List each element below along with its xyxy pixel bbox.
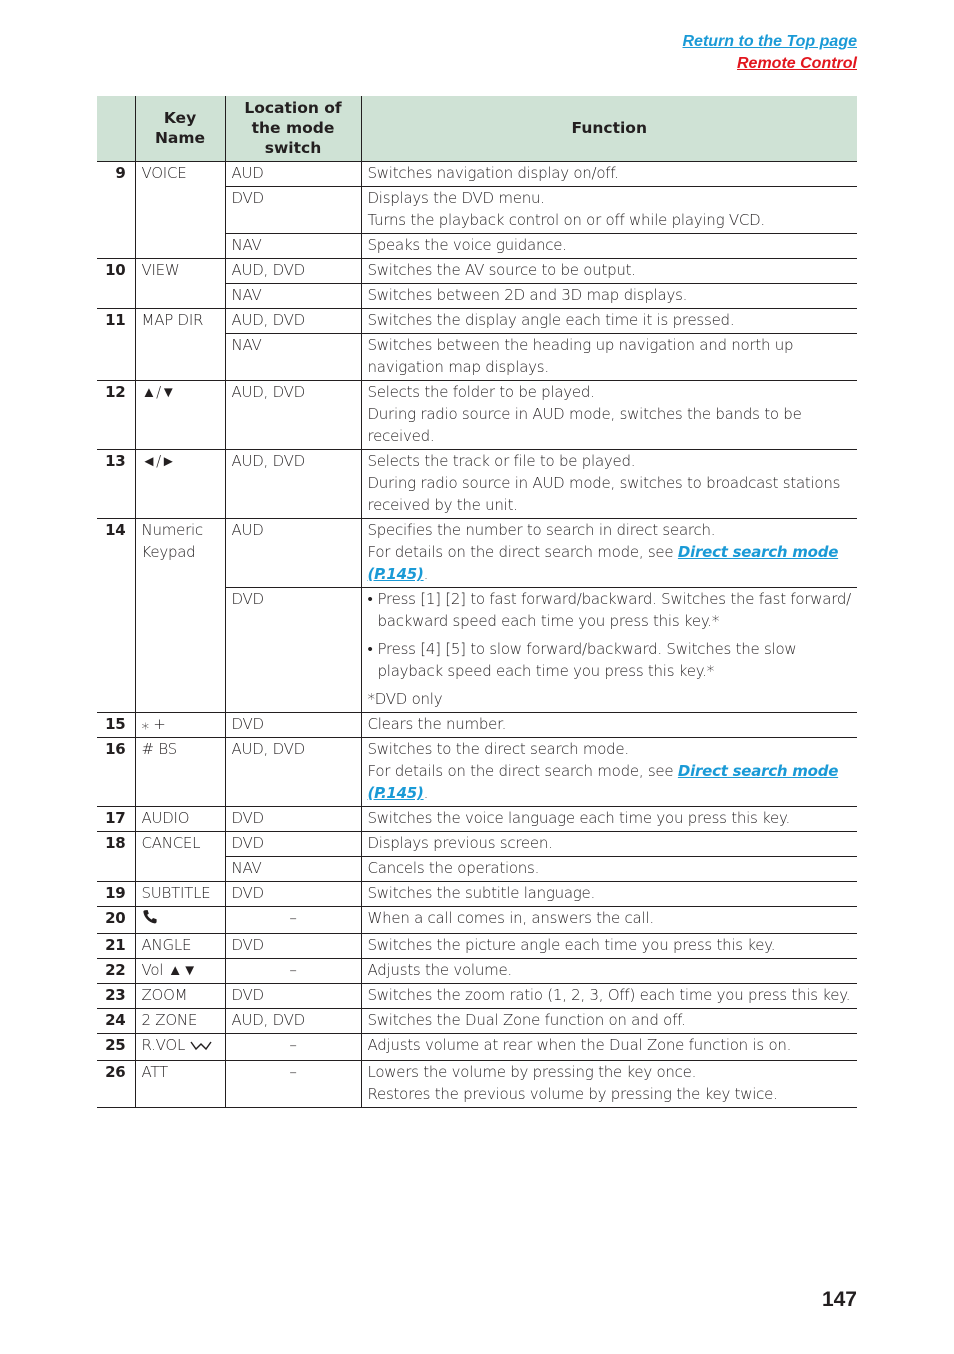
row-number: 14 [97, 519, 135, 713]
row-number: 21 [97, 934, 135, 959]
function-text: For details on the direct search mode, see [367, 543, 678, 561]
function-cell [361, 832, 857, 857]
function-cell [361, 450, 857, 519]
function-text: Speaks the voice guidance. [367, 236, 567, 254]
function-text: Selects the folder to be played. [367, 383, 595, 401]
row-number: 23 [97, 984, 135, 1009]
rotary-volume-icon [190, 1036, 212, 1058]
mode-cell: AUD [225, 162, 361, 187]
mode-cell: AUD, DVD [225, 381, 361, 450]
table-row [97, 1009, 857, 1034]
header-key-name: Key Name [135, 96, 225, 162]
function-text: Switches the AV source to be output. [367, 261, 636, 279]
table-row [97, 832, 857, 857]
key-name: Numeric Keypad [135, 519, 225, 713]
function-text: Lowers the volume by pressing the key once. [367, 1063, 697, 1081]
key-name: 2 ZONE [135, 1009, 225, 1034]
function-text: Specifies the number to search in direct search. [367, 521, 716, 539]
page-number: 147 [821, 1288, 857, 1311]
row-number: 25 [97, 1034, 135, 1061]
function-text: Switches the subtitle language. [367, 884, 596, 902]
table-row [97, 259, 857, 284]
function-cell [361, 959, 857, 984]
key-name: # BS [135, 738, 225, 807]
function-cell [361, 187, 857, 234]
key-name: VOICE [135, 162, 225, 259]
key-name: Vol ▲▼ [135, 959, 225, 984]
table-row [97, 381, 857, 450]
key-name: ▲/▼ [135, 381, 225, 450]
mode-cell: – [225, 907, 361, 934]
function-cell [361, 234, 857, 259]
table-row [97, 738, 857, 807]
mode-cell: DVD [225, 882, 361, 907]
function-text: When a call comes in, answers the call. [367, 909, 654, 927]
table-row [97, 713, 857, 738]
footnote-text: *DVD only [367, 690, 443, 708]
direct-search-mode-link[interactable]: Direct search mode (P.145) [367, 543, 839, 583]
mode-cell: NAV [225, 334, 361, 381]
mode-cell: AUD, DVD [225, 1009, 361, 1034]
row-number: 10 [97, 259, 135, 309]
function-text: Adjusts volume at rear when the Dual Zone function is on. [367, 1036, 792, 1054]
function-text: Switches to the direct search mode. [367, 740, 629, 758]
mode-cell: AUD, DVD [225, 738, 361, 807]
header-function: Function [361, 96, 857, 162]
remote-control-table [97, 96, 857, 1108]
function-cell [361, 984, 857, 1009]
function-cell [361, 309, 857, 334]
key-name: ⁎ + [135, 713, 225, 738]
return-to-top-link[interactable]: Return to the Top page [682, 33, 857, 50]
header-mode-location: Location of the mode switch [225, 96, 361, 162]
function-text: Displays the DVD menu. [367, 189, 545, 207]
function-cell [361, 284, 857, 309]
key-name: MAP DIR [135, 309, 225, 381]
direct-search-mode-link[interactable]: Direct search mode (P.145) [367, 762, 839, 802]
row-number: 20 [97, 907, 135, 934]
phone-icon [142, 909, 158, 931]
function-cell [361, 713, 857, 738]
bullet-list [368, 588, 852, 682]
function-text: Clears the number. [367, 715, 507, 733]
row-number: 13 [97, 450, 135, 519]
key-name: ANGLE [135, 934, 225, 959]
function-text: Adjusts the volume. [367, 961, 512, 979]
function-text: Switches between 2D and 3D map displays. [367, 286, 688, 304]
mode-cell: DVD [225, 984, 361, 1009]
function-text: Selects the track or file to be played. [367, 452, 636, 470]
header-number [97, 96, 135, 162]
key-name: ◄/► [135, 450, 225, 519]
table-row [97, 934, 857, 959]
function-text: Switches navigation display on/off. [367, 164, 619, 182]
function-cell [361, 857, 857, 882]
table-row [97, 1061, 857, 1108]
table-row [97, 519, 857, 588]
key-name: ZOOM [135, 984, 225, 1009]
function-cell [361, 1061, 857, 1108]
function-cell [361, 882, 857, 907]
row-number: 22 [97, 959, 135, 984]
function-text: During radio source in AUD mode, switches to broadcast stations received by the unit. [367, 474, 841, 514]
mode-cell: AUD, DVD [225, 309, 361, 334]
function-text: Switches the zoom ratio (1, 2, 3, Off) each time you press this key. [367, 986, 851, 1004]
list-item: • Press [1] [2] to fast forward/backward. Switches the fast forward/ backward speed each time you press this key.* [368, 588, 852, 632]
function-cell [361, 259, 857, 284]
table-header-row [97, 96, 857, 162]
mode-cell: DVD [225, 832, 361, 857]
mode-cell: – [225, 959, 361, 984]
table-row [97, 309, 857, 334]
mode-cell: NAV [225, 234, 361, 259]
key-name [135, 907, 225, 934]
function-cell [361, 907, 857, 934]
mode-cell: – [225, 1061, 361, 1108]
mode-cell: AUD, DVD [225, 259, 361, 284]
key-name: SUBTITLE [135, 882, 225, 907]
function-text: Switches the display angle each time it is pressed. [367, 311, 735, 329]
function-cell [361, 1009, 857, 1034]
row-number: 26 [97, 1061, 135, 1108]
mode-cell: DVD [225, 934, 361, 959]
mode-cell: – [225, 1034, 361, 1061]
function-cell [361, 162, 857, 187]
function-cell [361, 1034, 857, 1061]
row-number: 24 [97, 1009, 135, 1034]
function-text: Displays previous screen. [367, 834, 553, 852]
function-text: Switches the voice language each time you press this key. [367, 809, 791, 827]
key-name: R.VOL [141, 1036, 186, 1054]
table-row [97, 1034, 857, 1061]
table-row [97, 984, 857, 1009]
list-item: • Press [4] [5] to slow forward/backward. Switches the slow playback speed each time you press this key.* [368, 638, 852, 682]
function-cell [361, 334, 857, 381]
mode-cell: DVD [225, 187, 361, 234]
remote-control-link[interactable]: Remote Control [737, 55, 857, 72]
function-text: Turns the playback control on or off while playing VCD. [367, 211, 765, 229]
row-number: 12 [97, 381, 135, 450]
function-text: For details on the direct search mode, see [367, 762, 678, 780]
top-navigation [682, 31, 857, 75]
key-name: ATT [135, 1061, 225, 1108]
function-cell [361, 381, 857, 450]
function-cell [361, 807, 857, 832]
key-name-cell [135, 1034, 225, 1061]
table-row [97, 959, 857, 984]
function-cell [361, 934, 857, 959]
mode-cell: DVD [225, 807, 361, 832]
table-row [97, 162, 857, 187]
row-number: 17 [97, 807, 135, 832]
function-cell [361, 588, 857, 713]
mode-cell: NAV [225, 857, 361, 882]
table-row [97, 807, 857, 832]
key-name: CANCEL [135, 832, 225, 882]
function-text: Switches between the heading up navigation and north up navigation map displays. [367, 336, 794, 376]
function-text: During radio source in AUD mode, switches the bands to be received. [367, 405, 802, 445]
row-number: 15 [97, 713, 135, 738]
row-number: 16 [97, 738, 135, 807]
key-name: AUDIO [135, 807, 225, 832]
mode-cell: DVD [225, 588, 361, 713]
function-text: Switches the picture angle each time you press this key. [367, 936, 776, 954]
function-cell: Specifies the number to search in direct search. For details on the direct search mode, see Direct search mode (P.145). [361, 519, 857, 588]
function-text: Cancels the operations. [367, 859, 540, 877]
row-number: 11 [97, 309, 135, 381]
table-row [97, 907, 857, 934]
table-row [97, 882, 857, 907]
function-text: Restores the previous volume by pressing the key twice. [367, 1085, 778, 1103]
mode-cell: NAV [225, 284, 361, 309]
table-row [97, 450, 857, 519]
row-number: 9 [97, 162, 135, 259]
mode-cell: DVD [225, 713, 361, 738]
row-number: 19 [97, 882, 135, 907]
function-cell: Switches to the direct search mode. For details on the direct search mode, see Direct search mode (P.145). [361, 738, 857, 807]
row-number: 18 [97, 832, 135, 882]
function-text: Switches the Dual Zone function on and off. [367, 1011, 686, 1029]
mode-cell: AUD, DVD [225, 450, 361, 519]
mode-cell: AUD [225, 519, 361, 588]
key-name: VIEW [135, 259, 225, 309]
